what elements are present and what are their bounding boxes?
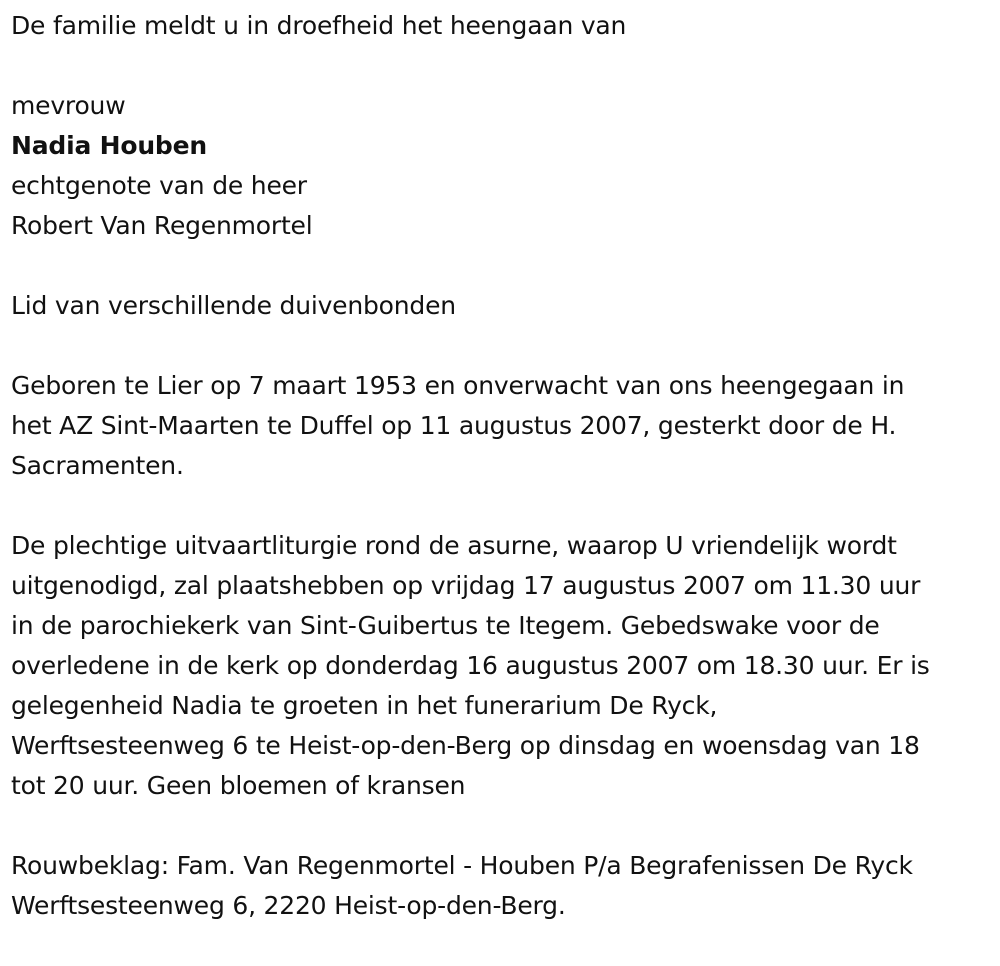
- deceased-name: Nadia Houben: [11, 131, 207, 160]
- funeral-paragraph: [11, 526, 996, 806]
- spacer: [11, 326, 996, 366]
- spacer: [11, 806, 996, 846]
- paragraph-line: Werftsesteenweg 6, 2220 Heist-op-den-Berg.: [11, 891, 566, 920]
- paragraph-line: Sacramenten.: [11, 451, 184, 480]
- birth-death-paragraph: [11, 366, 996, 486]
- paragraph-line: Geboren te Lier op 7 maart 1953 en onverwacht van ons heengegaan in: [11, 371, 905, 400]
- relation-text: echtgenote van de heer: [11, 171, 307, 200]
- spouse-name: Robert Van Regenmortel: [11, 211, 313, 240]
- paragraph-line: Werftsesteenweg 6 te Heist-op-den-Berg op dinsdag en woensdag van 18: [11, 731, 920, 760]
- condolences-paragraph: [11, 846, 996, 926]
- spacer: [11, 46, 996, 86]
- intro-text: De familie meldt u in droefheid het heengaan van: [11, 11, 627, 40]
- paragraph-line: het AZ Sint-Maarten te Duffel op 11 augustus 2007, gesterkt door de H.: [11, 411, 897, 440]
- paragraph-line: in de parochiekerk van Sint-Guibertus te Itegem. Gebedswake voor de: [11, 611, 880, 640]
- paragraph-line: De plechtige uitvaartliturgie rond de asurne, waarop U vriendelijk wordt: [11, 531, 897, 560]
- paragraph-line: uitgenodigd, zal plaatshebben op vrijdag 17 augustus 2007 om 11.30 uur: [11, 571, 921, 600]
- paragraph-line: tot 20 uur. Geen bloemen of kransen: [11, 771, 466, 800]
- paragraph-line: gelegenheid Nadia te groeten in het funerarium De Ryck,: [11, 691, 718, 720]
- spacer: [11, 246, 996, 286]
- paragraph-line: overledene in de kerk op donderdag 16 augustus 2007 om 18.30 uur. Er is: [11, 651, 930, 680]
- spacer: [11, 486, 996, 526]
- membership-text: Lid van verschillende duivenbonden: [11, 291, 456, 320]
- paragraph-line: Rouwbeklag: Fam. Van Regenmortel - Houben P/a Begrafenissen De Ryck: [11, 851, 913, 880]
- obituary-notice: [11, 0, 996, 926]
- title-text: mevrouw: [11, 91, 126, 120]
